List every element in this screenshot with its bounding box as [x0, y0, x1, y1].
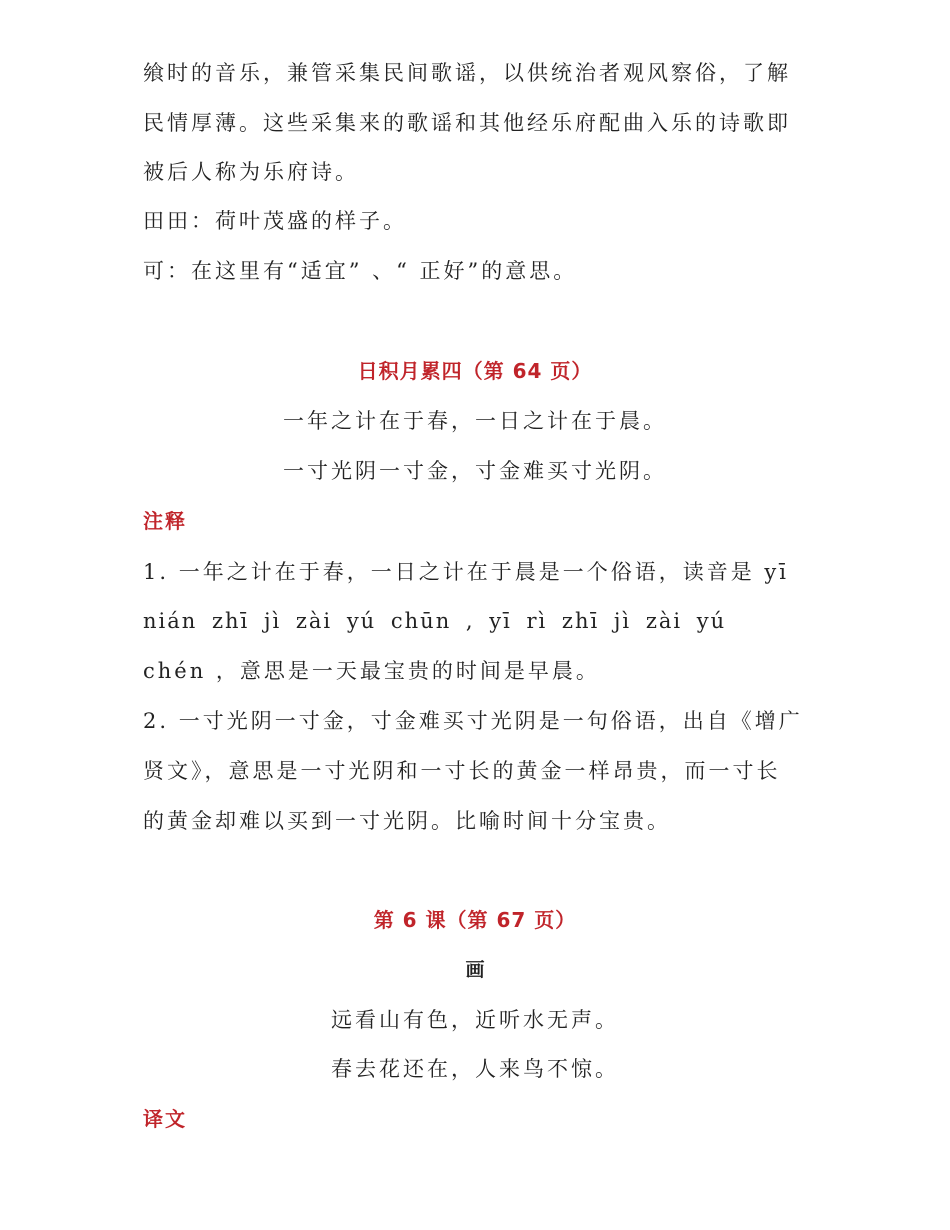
section-heading-lesson-6: 第 6 课（第 67 页） — [373, 908, 577, 932]
section-heading-rijiyuelei: 日积月累四（第 64 页） — [357, 359, 593, 383]
note-1-line-3: chén ，意思是一天最宝贵的时间是早晨。 — [143, 659, 600, 683]
note-2-line-1: 2. 一寸光阴一寸金，寸金难买寸光阴是一句俗语，出自《增广 — [143, 709, 803, 733]
poem-line-1: 一年之计在于春，一日之计在于晨。 — [283, 409, 667, 433]
poem-hua-line-2: 春去花还在，人来鸟不惊。 — [331, 1057, 619, 1081]
intro-line-2: 民情厚薄。这些采集来的歌谣和其他经乐府配曲入乐的诗歌即 — [143, 111, 791, 135]
poem-title: 画 — [465, 959, 485, 981]
definition-ke: 可：在这里有“适宜” 、“ 正好”的意思。 — [143, 259, 578, 283]
translation-label: 译文 — [143, 1107, 187, 1131]
definition-tiantian: 田田：荷叶茂盛的样子。 — [143, 209, 407, 233]
poem-hua-line-1: 远看山有色，近听水无声。 — [331, 1008, 619, 1032]
note-1-line-1: 1. 一年之计在于春，一日之计在于晨是一个俗语，读音是 yī — [143, 560, 789, 584]
note-2-line-3: 的黄金却难以买到一寸光阴。比喻时间十分宝贵。 — [143, 809, 671, 833]
intro-line-3: 被后人称为乐府诗。 — [143, 160, 359, 184]
note-1-pinyin-line: nián zhī jì zài yú chūn , yī rì zhī jì zài yú — [143, 609, 727, 633]
poem-line-2: 一寸光阴一寸金，寸金难买寸光阴。 — [283, 459, 667, 483]
intro-line-1: 飨时的音乐，兼管采集民间歌谣，以供统治者观风察俗，了解 — [143, 61, 791, 85]
note-2-line-2: 贤文》，意思是一寸光阴和一寸长的黄金一样昂贵，而一寸长 — [143, 759, 781, 783]
notes-label: 注释 — [143, 509, 187, 533]
